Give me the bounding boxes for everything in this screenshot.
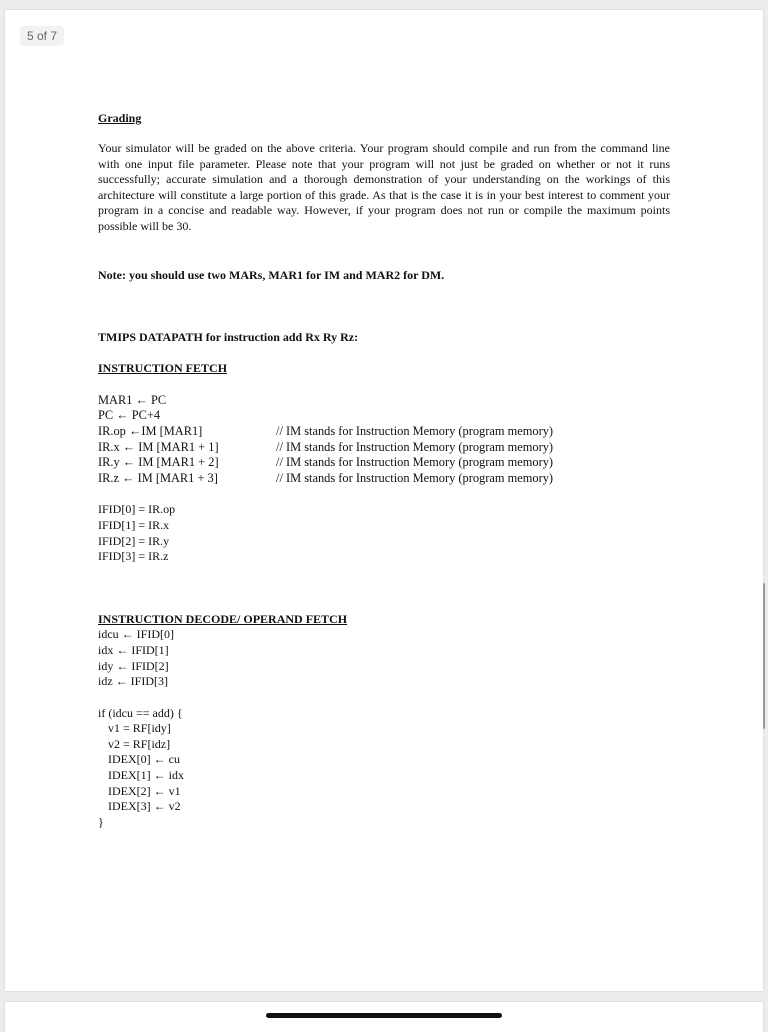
grading-heading: Grading xyxy=(98,111,142,125)
fetch-comment: // IM stands for Instruction Memory (program memory) xyxy=(276,471,554,485)
fetch-heading: INSTRUCTION FETCH xyxy=(98,361,228,375)
if-body-line: IDEX[0] ← cu xyxy=(108,752,180,766)
page-indicator: 5 of 7 xyxy=(20,26,64,46)
fetch-line: IR.y ← IM [MAR1 + 2] xyxy=(98,455,219,469)
if-body-line: v2 = RF[idz] xyxy=(108,737,171,751)
fetch-comment: // IM stands for Instruction Memory (program memory) xyxy=(276,424,554,438)
if-body-line: IDEX[1] ← idx xyxy=(108,768,184,782)
ifid-line: IFID[1] = IR.x xyxy=(98,518,170,532)
ifid-line: IFID[2] = IR.y xyxy=(98,534,170,548)
if-open: if (idcu == add) { xyxy=(98,706,183,720)
if-body-line: IDEX[2] ← v1 xyxy=(108,784,181,798)
fetch-comment: // IM stands for Instruction Memory (program memory) xyxy=(276,440,554,454)
datapath-title: TMIPS DATAPATH for instruction add Rx Ry Rz: xyxy=(98,330,359,344)
decode-line: idcu ← IFID[0] xyxy=(98,627,174,641)
if-close: } xyxy=(98,815,104,829)
ifid-line: IFID[3] = IR.z xyxy=(98,549,169,563)
grading-paragraph: Your simulator will be graded on the above criteria. Your program should compile and run from the command line with one input file parameter. Please note that your program will not just be graded on whether or not it runs successfully; accurate simulation and a thorough demonstration of your understanding on the workings of this architecture will constitute a large portion of this grade. As that is the case it is in your best interest to comment your program in a concise and readable way. However, if your program does not run or compile the maximum points possible will be 30. xyxy=(98,141,670,233)
fetch-comment: // IM stands for Instruction Memory (program memory) xyxy=(276,455,554,469)
fetch-line: PC ← PC+4 xyxy=(98,408,161,422)
home-indicator[interactable] xyxy=(266,1013,502,1018)
if-body-line: IDEX[3] ← v2 xyxy=(108,799,181,813)
ifid-line: IFID[0] = IR.op xyxy=(98,502,176,516)
fetch-line: MAR1 ← PC xyxy=(98,393,167,407)
decode-heading: INSTRUCTION DECODE/ OPERAND FETCH xyxy=(98,612,348,626)
fetch-line: IR.x ← IM [MAR1 + 1] xyxy=(98,440,219,454)
fetch-line: IR.op ←IM [MAR1] xyxy=(98,424,203,438)
if-body-line: v1 = RF[idy] xyxy=(108,721,171,735)
decode-line: idx ← IFID[1] xyxy=(98,643,169,657)
decode-line: idz ← IFID[3] xyxy=(98,674,168,688)
decode-line: idy ← IFID[2] xyxy=(98,659,169,673)
document-page xyxy=(5,10,763,991)
note-text: Note: you should use two MARs, MAR1 for IM and MAR2 for DM. xyxy=(98,268,445,282)
scrollbar[interactable] xyxy=(763,583,765,729)
fetch-line: IR.z ← IM [MAR1 + 3] xyxy=(98,471,218,485)
